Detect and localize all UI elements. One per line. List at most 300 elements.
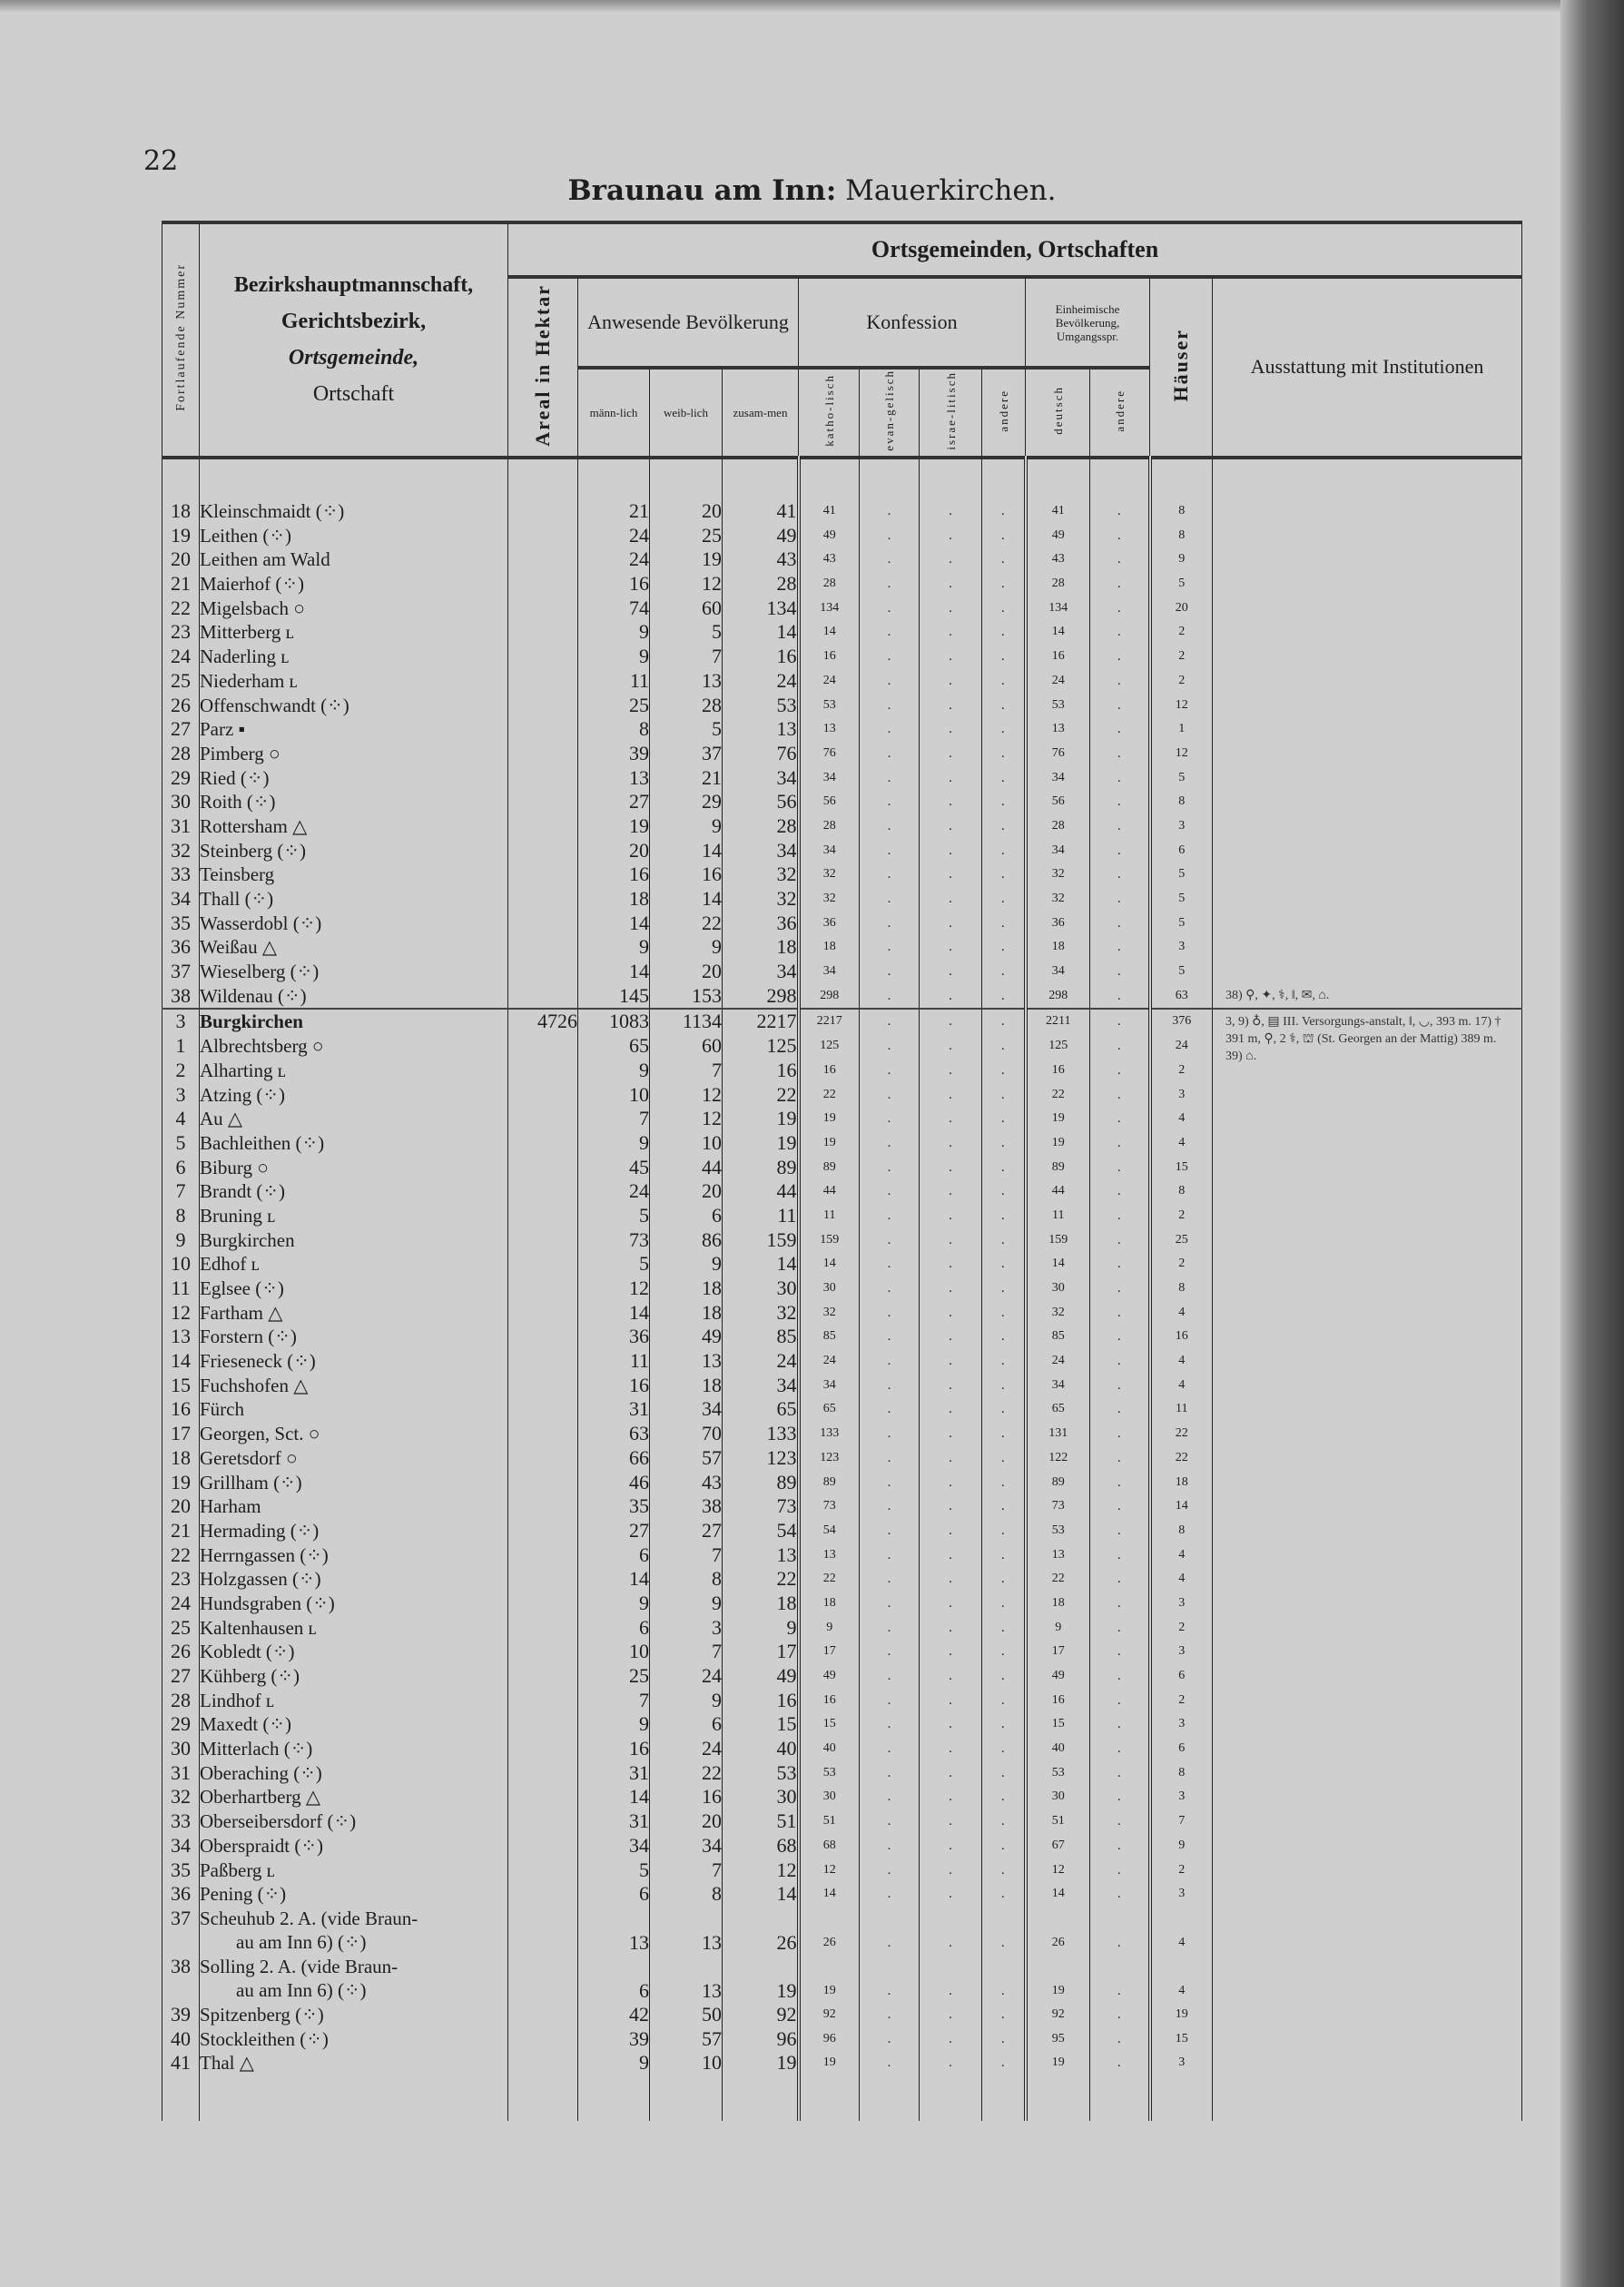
israelitisch-value: . xyxy=(920,645,982,669)
haeuser-value: 3 xyxy=(1150,1592,1213,1616)
deutsch-value: 30 xyxy=(1026,1785,1090,1809)
katholisch-value: 92 xyxy=(799,2003,860,2027)
deutsch-value: 32 xyxy=(1026,1300,1090,1325)
zusammen-value: 14 xyxy=(723,1882,799,1907)
ausstattung-note xyxy=(1213,1082,1522,1107)
katholisch-value: 22 xyxy=(799,1082,860,1107)
place-name: Weißau △ xyxy=(200,935,508,960)
andere-konfession-value: . xyxy=(982,1227,1026,1252)
evangelisch-value: . xyxy=(860,911,920,935)
areal-value xyxy=(508,960,578,984)
haeuser-value: 8 xyxy=(1150,1760,1213,1785)
areal-value xyxy=(508,911,578,935)
row-number: 20 xyxy=(162,547,200,572)
haeuser-value: 3 xyxy=(1150,1712,1213,1737)
israelitisch-value: . xyxy=(920,1179,982,1204)
place-name: Kobledt (⁘) xyxy=(200,1640,508,1664)
place-name: Oberspraidt (⁘) xyxy=(200,1834,508,1858)
andere-konfession-value: . xyxy=(982,1543,1026,1567)
weiblich-value: 12 xyxy=(650,1082,723,1107)
haeuser-value: 2 xyxy=(1150,620,1213,645)
table-row xyxy=(162,645,1522,669)
maennlich-value: 46 xyxy=(578,1470,650,1494)
weiblich-value: 86 xyxy=(650,1227,723,1252)
deutsch-value: 49 xyxy=(1026,523,1090,547)
haeuser-value: 18 xyxy=(1150,1470,1213,1494)
andere-sprache-value: . xyxy=(1090,1907,1150,1955)
evangelisch-value: . xyxy=(860,1712,920,1737)
evangelisch-value: . xyxy=(860,1760,920,1785)
evangelisch-value: . xyxy=(860,1009,920,1034)
andere-konfession-value: . xyxy=(982,1494,1026,1519)
ausstattung-note xyxy=(1213,1834,1522,1858)
andere-sprache-value: . xyxy=(1090,2003,1150,2027)
areal-value xyxy=(508,1712,578,1737)
maennlich-value: 13 xyxy=(578,1907,650,1955)
weiblich-value: 60 xyxy=(650,1034,723,1059)
katholisch-value: 14 xyxy=(799,1252,860,1277)
place-name: Hundsgraben (⁘) xyxy=(200,1592,508,1616)
table-row xyxy=(162,1227,1522,1252)
katholisch-value: 11 xyxy=(799,1204,860,1228)
evangelisch-value: . xyxy=(860,523,920,547)
ausstattung-note xyxy=(1213,983,1522,1009)
evangelisch-value: . xyxy=(860,1834,920,1858)
areal-value xyxy=(508,1592,578,1616)
andere-sprache-value: . xyxy=(1090,1300,1150,1325)
deutsch-value: 73 xyxy=(1026,1494,1090,1519)
ausstattung-note xyxy=(1213,1107,1522,1131)
weiblich-value: 13 xyxy=(650,1907,723,1955)
maennlich-value: 14 xyxy=(578,1785,650,1809)
andere-konfession-value: . xyxy=(982,645,1026,669)
evangelisch-value: . xyxy=(860,645,920,669)
haeuser-value: 7 xyxy=(1150,1809,1213,1834)
areal-value xyxy=(508,499,578,524)
weiblich-value: 34 xyxy=(650,1397,723,1422)
deutsch-value: 53 xyxy=(1026,693,1090,717)
andere-konfession-value: . xyxy=(982,1349,1026,1374)
israelitisch-value: . xyxy=(920,1834,982,1858)
col-maennlich: männ-lich xyxy=(578,368,650,458)
page-title xyxy=(0,174,1624,207)
areal-value: 4726 xyxy=(508,1009,578,1034)
deutsch-value: 17 xyxy=(1026,1640,1090,1664)
weiblich-value: 49 xyxy=(650,1325,723,1349)
areal-value xyxy=(508,1519,578,1543)
table-row xyxy=(162,1179,1522,1204)
deutsch-value: 2211 xyxy=(1026,1009,1090,1034)
table-row xyxy=(162,838,1522,863)
areal-value xyxy=(508,717,578,742)
israelitisch-value: . xyxy=(920,1907,982,1955)
row-number: 15 xyxy=(162,1373,200,1397)
row-number: 39 xyxy=(162,2003,200,2027)
haeuser-value: 4 xyxy=(1150,1373,1213,1397)
katholisch-value: 30 xyxy=(799,1277,860,1301)
row-number: 6 xyxy=(162,1155,200,1179)
zusammen-value: 15 xyxy=(723,1712,799,1737)
table-row xyxy=(162,669,1522,694)
katholisch-value: 30 xyxy=(799,1785,860,1809)
andere-sprache-value: . xyxy=(1090,1446,1150,1471)
evangelisch-value: . xyxy=(860,960,920,984)
andere-sprache-value: . xyxy=(1090,2051,1150,2075)
deutsch-value: 32 xyxy=(1026,887,1090,912)
andere-sprache-value: . xyxy=(1090,1277,1150,1301)
katholisch-value: 40 xyxy=(799,1737,860,1761)
andere-konfession-value: . xyxy=(982,1664,1026,1689)
israelitisch-value: . xyxy=(920,1567,982,1592)
andere-sprache-value: . xyxy=(1090,1470,1150,1494)
ausstattung-note xyxy=(1213,1179,1522,1204)
place-name: Leithen (⁘) xyxy=(200,523,508,547)
haeuser-value: 2 xyxy=(1150,645,1213,669)
table-row xyxy=(162,1131,1522,1156)
deutsch-value: 12 xyxy=(1026,1858,1090,1882)
table-row xyxy=(162,1834,1522,1858)
areal-value xyxy=(508,1300,578,1325)
maennlich-value: 9 xyxy=(578,1712,650,1737)
katholisch-value: 65 xyxy=(799,1397,860,1422)
ausstattung-note xyxy=(1213,935,1522,960)
evangelisch-value: . xyxy=(860,499,920,524)
deutsch-value: 95 xyxy=(1026,2026,1090,2051)
zusammen-value: 18 xyxy=(723,1592,799,1616)
andere-konfession-value: . xyxy=(982,1907,1026,1955)
maennlich-value: 18 xyxy=(578,887,650,912)
andere-konfession-value: . xyxy=(982,911,1026,935)
row-number: 1 xyxy=(162,1034,200,1059)
haeuser-value: 12 xyxy=(1150,742,1213,766)
andere-konfession-value: . xyxy=(982,1277,1026,1301)
areal-value xyxy=(508,1785,578,1809)
haeuser-value: 2 xyxy=(1150,1615,1213,1640)
row-number: 22 xyxy=(162,596,200,620)
table-row xyxy=(162,1882,1522,1907)
deutsch-value: 53 xyxy=(1026,1760,1090,1785)
deutsch-value: 92 xyxy=(1026,2003,1090,2027)
note-text: 3, 9) ♁, ▤ III. Versorgungs-anstalt, ‖, ◡, 393 m. 17) † 391 m, ⚲, 2 ⚕, ⛫ (St. Georgen an der Mattig) 389 m. 39) ⌂. xyxy=(1225,1015,1501,1064)
israelitisch-value: . xyxy=(920,1809,982,1834)
andere-sprache-value: . xyxy=(1090,1397,1150,1422)
andere-sprache-value: . xyxy=(1090,1009,1150,1034)
israelitisch-value: . xyxy=(920,1664,982,1689)
zusammen-value: 22 xyxy=(723,1567,799,1592)
evangelisch-value: . xyxy=(860,1107,920,1131)
deutsch-value: 53 xyxy=(1026,1519,1090,1543)
table-row xyxy=(162,1592,1522,1616)
table-row xyxy=(162,911,1522,935)
areal-value xyxy=(508,1397,578,1422)
row-number: 30 xyxy=(162,1737,200,1761)
table-row xyxy=(162,572,1522,596)
areal-value xyxy=(508,2026,578,2051)
katholisch-value: 298 xyxy=(799,983,860,1009)
table-row xyxy=(162,1858,1522,1882)
haeuser-value: 4 xyxy=(1150,1300,1213,1325)
maennlich-value: 6 xyxy=(578,1615,650,1640)
row-number: 37 xyxy=(162,960,200,984)
andere-sprache-value: . xyxy=(1090,1252,1150,1277)
place-name: Rottersham △ xyxy=(200,814,508,839)
table-row xyxy=(162,742,1522,766)
zusammen-value: 30 xyxy=(723,1785,799,1809)
maennlich-value: 9 xyxy=(578,2051,650,2075)
place-name: Teinsberg xyxy=(200,863,508,887)
andere-sprache-value: . xyxy=(1090,1034,1150,1059)
place-name: Geretsdorf ○ xyxy=(200,1446,508,1471)
maennlich-value: 25 xyxy=(578,1664,650,1689)
evangelisch-value: . xyxy=(860,1422,920,1446)
ausstattung-note xyxy=(1213,1519,1522,1543)
weiblich-value: 38 xyxy=(650,1494,723,1519)
israelitisch-value: . xyxy=(920,960,982,984)
table-row xyxy=(162,1543,1522,1567)
andere-konfession-value: . xyxy=(982,1858,1026,1882)
deutsch-value: 19 xyxy=(1026,1107,1090,1131)
row-number: 18 xyxy=(162,499,200,524)
maennlich-value: 27 xyxy=(578,790,650,814)
andere-konfession-value: . xyxy=(982,1107,1026,1131)
table-row xyxy=(162,1446,1522,1471)
haeuser-value: 5 xyxy=(1150,887,1213,912)
row-number: 29 xyxy=(162,765,200,790)
place-name: Mitterberg ʟ xyxy=(200,620,508,645)
andere-sprache-value: . xyxy=(1090,1688,1150,1712)
maennlich-value: 63 xyxy=(578,1422,650,1446)
zusammen-value: 49 xyxy=(723,523,799,547)
zusammen-value: 85 xyxy=(723,1325,799,1349)
deutsch-value: 19 xyxy=(1026,2051,1090,2075)
andere-konfession-value: . xyxy=(982,669,1026,694)
andere-konfession-value: . xyxy=(982,1519,1026,1543)
place-name: Oberaching (⁘) xyxy=(200,1760,508,1785)
row-number: 31 xyxy=(162,814,200,839)
israelitisch-value: . xyxy=(920,1082,982,1107)
table-row xyxy=(162,1760,1522,1785)
maennlich-value: 27 xyxy=(578,1519,650,1543)
deutsch-value: 14 xyxy=(1026,1882,1090,1907)
katholisch-value: 32 xyxy=(799,1300,860,1325)
maennlich-value: 9 xyxy=(578,1131,650,1156)
haeuser-value: 2 xyxy=(1150,669,1213,694)
andere-sprache-value: . xyxy=(1090,499,1150,524)
katholisch-value: 16 xyxy=(799,645,860,669)
row-number: 24 xyxy=(162,645,200,669)
zusammen-value: 19 xyxy=(723,1131,799,1156)
place-name: Atzing (⁘) xyxy=(200,1082,508,1107)
weiblich-value: 6 xyxy=(650,1712,723,1737)
andere-sprache-value: . xyxy=(1090,887,1150,912)
maennlich-value: 35 xyxy=(578,1494,650,1519)
andere-konfession-value: . xyxy=(982,887,1026,912)
maennlich-value: 7 xyxy=(578,1107,650,1131)
haeuser-value: 5 xyxy=(1150,765,1213,790)
haeuser-value: 376 xyxy=(1150,1009,1213,1034)
evangelisch-value: . xyxy=(860,1640,920,1664)
row-number: 35 xyxy=(162,911,200,935)
zusammen-value: 11 xyxy=(723,1204,799,1228)
katholisch-value: 24 xyxy=(799,669,860,694)
andere-konfession-value: . xyxy=(982,863,1026,887)
areal-value xyxy=(508,1446,578,1471)
katholisch-value: 2217 xyxy=(799,1009,860,1034)
areal-value xyxy=(508,1955,578,2003)
evangelisch-value: . xyxy=(860,693,920,717)
table-row xyxy=(162,1688,1522,1712)
place-name: Oberseibersdorf (⁘) xyxy=(200,1809,508,1834)
weiblich-value: 6 xyxy=(650,1204,723,1228)
deutsch-value: 9 xyxy=(1026,1615,1090,1640)
israelitisch-value: . xyxy=(920,572,982,596)
haeuser-value: 4 xyxy=(1150,1955,1213,2003)
place-name: Burgkirchen xyxy=(200,1227,508,1252)
israelitisch-value: . xyxy=(920,1131,982,1156)
deutsch-value: 49 xyxy=(1026,1664,1090,1689)
andere-konfession-value: . xyxy=(982,960,1026,984)
andere-konfession-value: . xyxy=(982,1179,1026,1204)
katholisch-value: 36 xyxy=(799,911,860,935)
row-number: 25 xyxy=(162,669,200,694)
areal-value xyxy=(508,1179,578,1204)
weiblich-value: 7 xyxy=(650,1858,723,1882)
table-row xyxy=(162,1397,1522,1422)
zusammen-value: 19 xyxy=(723,1107,799,1131)
weiblich-value: 18 xyxy=(650,1300,723,1325)
weiblich-value: 70 xyxy=(650,1422,723,1446)
areal-value xyxy=(508,1131,578,1156)
deutsch-value: 34 xyxy=(1026,960,1090,984)
table-row xyxy=(162,1470,1522,1494)
place-name: Burgkirchen xyxy=(200,1009,508,1034)
deutsch-value: 14 xyxy=(1026,1252,1090,1277)
andere-sprache-value: . xyxy=(1090,1325,1150,1349)
zusammen-value: 32 xyxy=(723,863,799,887)
table-row xyxy=(162,1325,1522,1349)
andere-konfession-value: . xyxy=(982,1737,1026,1761)
ausstattung-note xyxy=(1213,1059,1522,1083)
place-name: Lindhof ʟ xyxy=(200,1688,508,1712)
israelitisch-value: . xyxy=(920,935,982,960)
andere-konfession-value: . xyxy=(982,620,1026,645)
ausstattung-note xyxy=(1213,1640,1522,1664)
col-evangelisch: evan-gelisch xyxy=(860,368,920,458)
katholisch-value: 17 xyxy=(799,1640,860,1664)
row-number: 19 xyxy=(162,1470,200,1494)
israelitisch-value: . xyxy=(920,1107,982,1131)
haeuser-value: 5 xyxy=(1150,572,1213,596)
katholisch-value: 56 xyxy=(799,790,860,814)
maennlich-value: 66 xyxy=(578,1446,650,1471)
zusammen-value: 24 xyxy=(723,1349,799,1374)
haeuser-value: 24 xyxy=(1150,1034,1213,1059)
ausstattung-note xyxy=(1213,547,1522,572)
israelitisch-value: . xyxy=(920,717,982,742)
ausstattung-note xyxy=(1213,1034,1522,1059)
andere-konfession-value: . xyxy=(982,1882,1026,1907)
row-number: 14 xyxy=(162,1349,200,1374)
israelitisch-value: . xyxy=(920,596,982,620)
weiblich-value: 5 xyxy=(650,717,723,742)
haeuser-value: 1 xyxy=(1150,717,1213,742)
place-name: Spitzenberg (⁘) xyxy=(200,2003,508,2027)
evangelisch-value: . xyxy=(860,1179,920,1204)
maennlich-value: 45 xyxy=(578,1155,650,1179)
table-row xyxy=(162,960,1522,984)
zusammen-value: 26 xyxy=(723,1907,799,1955)
place-name: Ried (⁘) xyxy=(200,765,508,790)
katholisch-value: 14 xyxy=(799,1882,860,1907)
zusammen-value: 54 xyxy=(723,1519,799,1543)
andere-sprache-value: . xyxy=(1090,1737,1150,1761)
ausstattung-note xyxy=(1213,1760,1522,1785)
deutsch-value: 89 xyxy=(1026,1155,1090,1179)
maennlich-value: 24 xyxy=(578,523,650,547)
deutsch-value: 43 xyxy=(1026,547,1090,572)
israelitisch-value: . xyxy=(920,1470,982,1494)
areal-value xyxy=(508,1325,578,1349)
table-row xyxy=(162,1300,1522,1325)
row-number: 5 xyxy=(162,1131,200,1156)
haeuser-value: 15 xyxy=(1150,2026,1213,2051)
israelitisch-value: . xyxy=(920,1300,982,1325)
haeuser-value: 3 xyxy=(1150,2051,1213,2075)
place-name: Kühberg (⁘) xyxy=(200,1664,508,1689)
evangelisch-value: . xyxy=(860,1470,920,1494)
table-row xyxy=(162,717,1522,742)
maennlich-value: 9 xyxy=(578,1059,650,1083)
deutsch-value: 14 xyxy=(1026,620,1090,645)
ausstattung-note xyxy=(1213,1397,1522,1422)
weiblich-value: 8 xyxy=(650,1882,723,1907)
table-row xyxy=(162,1107,1522,1131)
andere-sprache-value: . xyxy=(1090,1349,1150,1374)
table-row xyxy=(162,1494,1522,1519)
deutsch-value: 32 xyxy=(1026,863,1090,887)
place-name xyxy=(200,1955,508,2003)
areal-value xyxy=(508,1155,578,1179)
maennlich-value: 8 xyxy=(578,717,650,742)
andere-konfession-value: . xyxy=(982,2051,1026,2075)
weiblich-value: 7 xyxy=(650,1543,723,1567)
andere-konfession-value: . xyxy=(982,983,1026,1009)
weiblich-value: 9 xyxy=(650,1252,723,1277)
evangelisch-value: . xyxy=(860,547,920,572)
areal-value xyxy=(508,572,578,596)
deutsch-value: 11 xyxy=(1026,1204,1090,1228)
israelitisch-value: . xyxy=(920,2003,982,2027)
table-row xyxy=(162,887,1522,912)
andere-konfession-value: . xyxy=(982,1760,1026,1785)
row-number: 38 xyxy=(162,1955,200,2003)
katholisch-value: 34 xyxy=(799,1373,860,1397)
table-row xyxy=(162,1955,1522,2003)
andere-sprache-value: . xyxy=(1090,1858,1150,1882)
haeuser-value: 4 xyxy=(1150,1107,1213,1131)
weiblich-value: 18 xyxy=(650,1373,723,1397)
zusammen-value: 12 xyxy=(723,1858,799,1882)
andere-sprache-value: . xyxy=(1090,620,1150,645)
deutsch-value: 40 xyxy=(1026,1737,1090,1761)
andere-sprache-value: . xyxy=(1090,1809,1150,1834)
table-body xyxy=(162,458,1522,2121)
andere-sprache-value: . xyxy=(1090,645,1150,669)
areal-value xyxy=(508,1373,578,1397)
deutsch-value: 15 xyxy=(1026,1712,1090,1737)
katholisch-value: 19 xyxy=(799,2051,860,2075)
row-number: 36 xyxy=(162,935,200,960)
